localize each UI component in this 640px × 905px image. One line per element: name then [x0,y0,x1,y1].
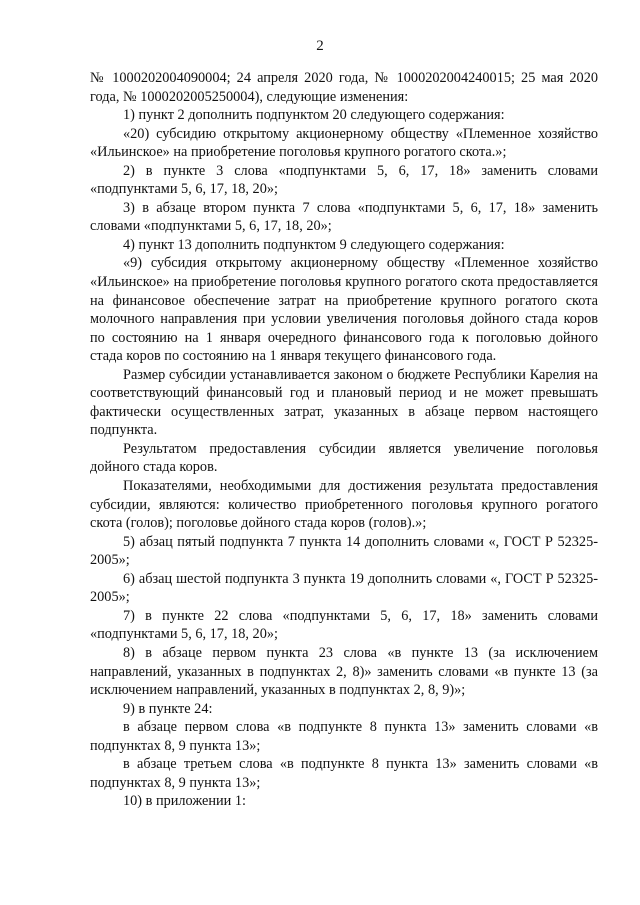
paragraph-11: 5) абзац пятый подпункта 7 пункта 14 дополнить словами «, ГОСТ Р 52325-2005»; [90,533,598,569]
paragraph-9: Результатом предоставления субсидии является увеличение поголовья дойного стада коров. [90,440,598,476]
paragraph-13: 7) в пункте 22 слова «подпунктами 5, 6, 17, 18» заменить словами «подпунктами 5, 6, 17, 18, 20»; [90,607,598,643]
document-body [90,69,598,811]
paragraph-3: «20) субсидию открытому акционерному обществу «Племенное хозяйство «Ильинское» на приобретение поголовья крупного рогатого скота.»; [90,125,598,161]
paragraph-14: 8) в абзаце первом пункта 23 слова «в пункте 13 (за исключением направлений, указанных в подпунктах 2, 8)» заменить словами «в пункте 13 (за исключением направлений, указанных в подпунктах 2, 8, 9)»; [90,644,598,699]
paragraph-1: № 1000202004090004; 24 апреля 2020 года, № 1000202004240015; 25 мая 2020 года, № 1000202005250004), следующие изменения: [90,70,598,105]
paragraph-15: 9) в пункте 24: [123,700,213,717]
paragraph-16: в абзаце первом слова «в подпункте 8 пункта 13» заменить словами «в подпунктах 8, 9 пункта 13»; [90,719,598,754]
paragraph-7: «9) субсидия открытому акционерному обществу «Племенное хозяйство «Ильинское» на приобретение поголовья крупного рогатого скота предоставляется на финансовое обеспечение затрат на приобретение крупного рогатого скота молочного направления при условии увеличения поголовья дойного стада коров по состоянию на 1 января очередного финансового года к поголовью дойного стада коров по состоянию на 1 января текущего финансового года. [90,255,598,365]
paragraph-4: 2) в пункте 3 слова «подпунктами 5, 6, 17, 18» заменить словами «подпунктами 5, 6, 17, 18, 20»; [90,162,598,198]
paragraph-8: Размер субсидии устанавливается законом о бюджете Республики Карелия на соответствующий финансовый год и плановый период и не может превышать фактически осуществленных затрат, указанных в абзаце первом настоящего подпункта. [90,366,598,439]
paragraph-10: Показателями, необходимыми для достижения результата предоставления субсидии, являются: количество приобретенного поголовья крупного рогатого скота (голов); поголовье дойного стада коров (голов).»; [90,478,598,532]
paragraph-12: 6) абзац шестой подпункта 3 пункта 19 дополнить словами «, ГОСТ Р 52325-2005»; [90,570,598,606]
paragraph-5: 3) в абзаце втором пункта 7 слова «подпунктами 5, 6, 17, 18» заменить словами «подпунктами 5, 6, 17, 18, 20»; [90,199,598,235]
paragraph-2: 1) пункт 2 дополнить подпунктом 20 следующего содержания: [123,107,505,124]
paragraph-6: 4) пункт 13 дополнить подпунктом 9 следующего содержания: [123,236,505,253]
paragraph-17: в абзаце третьем слова «в подпункте 8 пункта 13» заменить словами «в подпунктах 8, 9 пункта 13»; [90,756,598,791]
paragraph-18: 10) в приложении 1: [123,793,247,810]
page-number: 2 [316,38,324,54]
